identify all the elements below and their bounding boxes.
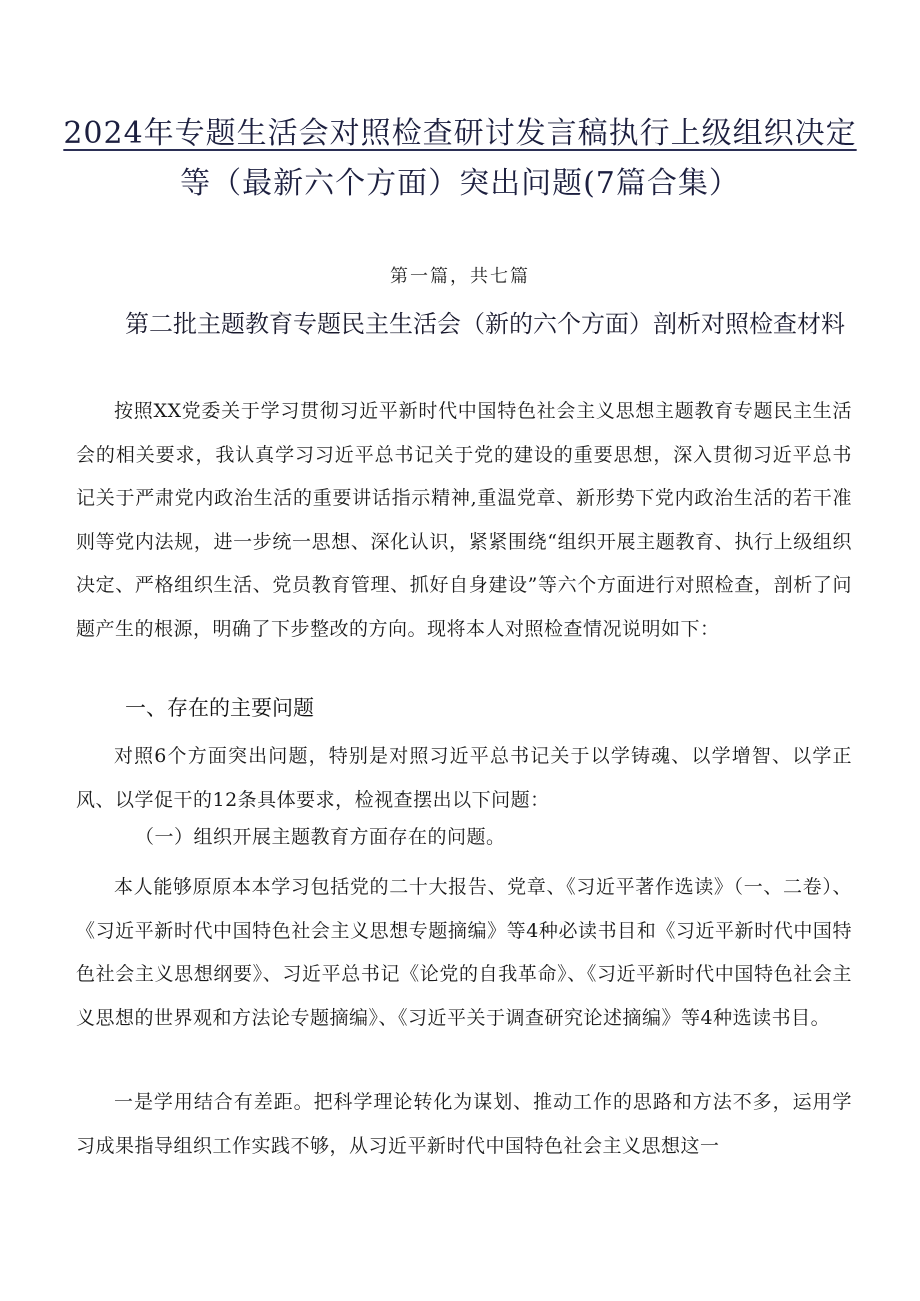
problem-paragraph-block	[76, 1081, 852, 1168]
section-intro-block	[76, 735, 852, 822]
article-title: 第二批主题教育专题民主生活会（新的六个方面）剖析对照检查材料	[125, 310, 845, 338]
document-title-underlined-text: 2024年专题生活会对照检查研讨发言稿执行上级组织决定	[63, 116, 857, 151]
part-label: 第一篇，共七篇	[390, 266, 530, 287]
subsection-prefix: （一）	[135, 826, 194, 848]
intro-paragraph: 按照XX党委关于学习贯彻习近平新时代中国特色社会主义思想主题教育专题民主生活会的相关要求，我认真学习习近平总书记关于党的建设的重要思想，深入贯彻习近平总书记关于严肃党内政治生活的重要讲话指示精神,重温党章、新形势下党内政治生活的若干准则等党内法规，进一步统一思想、深化认识，紧紧围绕“组织开展主题教育、执行上级组织决定、严格组织生活、党员教育管理、抓好自身建设”等六个方面进行对照检查，剖析了问题产生的根源，明确了下步整改的方向。现将本人对照检查情况说明如下：	[76, 400, 852, 640]
reading-paragraph-block	[76, 866, 852, 1040]
document-title-line-2: 等（最新六个方面）突出问题(7篇合集）	[180, 166, 740, 201]
intro-paragraph-block	[76, 390, 852, 651]
subsection-heading	[135, 822, 506, 849]
problem-paragraph: 一是学用结合有差距。把科学理论转化为谋划、推动工作的思路和方法不多，运用学习成果指导组织工作实践不够，从习近平新时代中国特色社会主义思想这一	[76, 1091, 852, 1157]
document-title-line-1	[0, 108, 920, 152]
section-intro-paragraph: 对照6个方面突出问题，特别是对照习近平总书记关于以学铸魂、以学增智、以学正风、以学促干的12条具体要求，检视查摆出以下问题：	[76, 745, 852, 811]
subsection-title: 组织开展主题教育方面存在的问题。	[193, 826, 506, 848]
section-heading: 一、存在的主要问题	[125, 696, 314, 720]
reading-paragraph: 本人能够原原本本学习包括党的二十大报告、党章、《习近平著作选读》（一、二卷）、《习近平新时代中国特色社会主义思想专题摘编》等4种必读书目和《习近平新时代中国特色社会主义思想纲要》、习近平总书记《论党的自我革命》、《习近平新时代中国特色社会主义思想的世界观和方法论专题摘编》、《习近平关于调查研究论述摘编》等4种选读书目。	[76, 876, 852, 1029]
